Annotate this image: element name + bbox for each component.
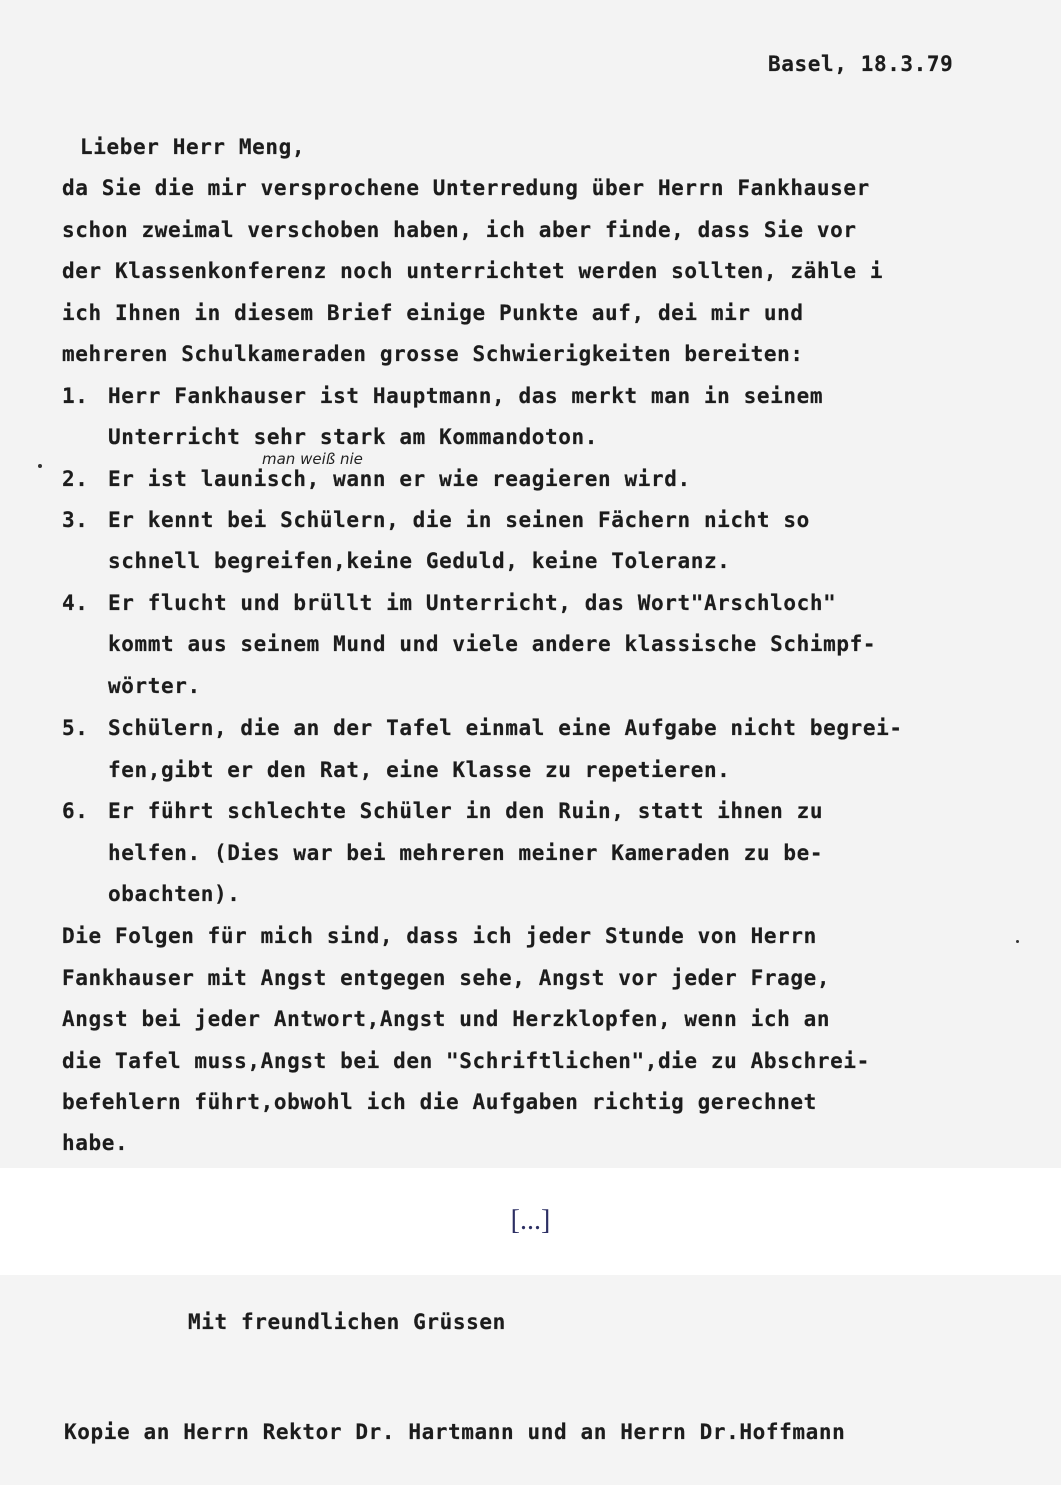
handwritten-insertion: man weiß nie	[262, 450, 363, 468]
point-line: Er flucht und brüllt im Unterricht, das Wort"Arschloch"	[108, 591, 837, 615]
consequence-line: Die Folgen für mich sind, dass ich jeder Stunde von Herrn	[62, 924, 817, 948]
intro-line: schon zweimal verschoben haben, ich aber finde, dass Sie vor	[62, 218, 857, 242]
point-number: 3.	[62, 508, 89, 532]
point-number: 5.	[62, 716, 89, 740]
omission-marker: [...]	[510, 1205, 551, 1236]
point-line: wörter.	[108, 674, 201, 698]
point-line: kommt aus seinem Mund und viele andere klassische Schimpf-	[108, 632, 877, 656]
consequence-line: Angst bei jeder Antwort,Angst und Herzklopfen, wenn ich an	[62, 1007, 831, 1031]
margin-speck	[1016, 940, 1019, 943]
letter-date: Basel, 18.3.79	[768, 52, 954, 76]
consequence-line: habe.	[62, 1131, 129, 1155]
salutation: Lieber Herr Meng,	[80, 135, 306, 159]
point-number: 6.	[62, 799, 89, 823]
intro-line: da Sie die mir versprochene Unterredung über Herrn Fankhauser	[62, 176, 870, 200]
point-line: Er ist launisch, wann er wie reagieren wird.	[108, 467, 691, 491]
point-number: 2.	[62, 467, 89, 491]
intro-line: ich Ihnen in diesem Brief einige Punkte auf, dei mir und	[62, 301, 804, 325]
consequence-line: befehlern führt,obwohl ich die Aufgaben richtig gerechnet	[62, 1090, 817, 1114]
point-number: 1.	[62, 384, 89, 408]
point-line: helfen. (Dies war bei mehreren meiner Kameraden zu be-	[108, 841, 824, 865]
point-line: fen,gibt er den Rat, eine Klasse zu repetieren.	[108, 758, 731, 782]
intro-line: der Klassenkonferenz noch unterrichtet werden sollten, zähle i	[62, 259, 884, 283]
margin-mark	[38, 464, 42, 468]
letter-page-lower	[0, 1275, 1061, 1485]
intro-line: mehreren Schulkameraden grosse Schwierigkeiten bereiten:	[62, 342, 804, 366]
point-line: Unterricht sehr stark am Kommandoton.	[108, 425, 598, 449]
point-line: obachten).	[108, 882, 241, 906]
point-number: 4.	[62, 591, 89, 615]
point-line: Er führt schlechte Schüler in den Ruin, statt ihnen zu	[108, 799, 824, 823]
copy-note: Kopie an Herrn Rektor Dr. Hartmann und an Herrn Dr.Hoffmann	[64, 1420, 846, 1444]
point-line: Schülern, die an der Tafel einmal eine Aufgabe nicht begrei-	[108, 716, 903, 740]
point-line: schnell begreifen,keine Geduld, keine Toleranz.	[108, 549, 731, 573]
point-line: Herr Fankhauser ist Hauptmann, das merkt man in seinem	[108, 384, 824, 408]
point-line: Er kennt bei Schülern, die in seinen Fächern nicht so	[108, 508, 810, 532]
closing: Mit freundlichen Grüssen	[188, 1310, 506, 1334]
consequence-line: die Tafel muss,Angst bei den "Schriftlichen",die zu Abschrei-	[62, 1049, 870, 1073]
consequence-line: Fankhauser mit Angst entgegen sehe, Angst vor jeder Frage,	[62, 966, 831, 990]
